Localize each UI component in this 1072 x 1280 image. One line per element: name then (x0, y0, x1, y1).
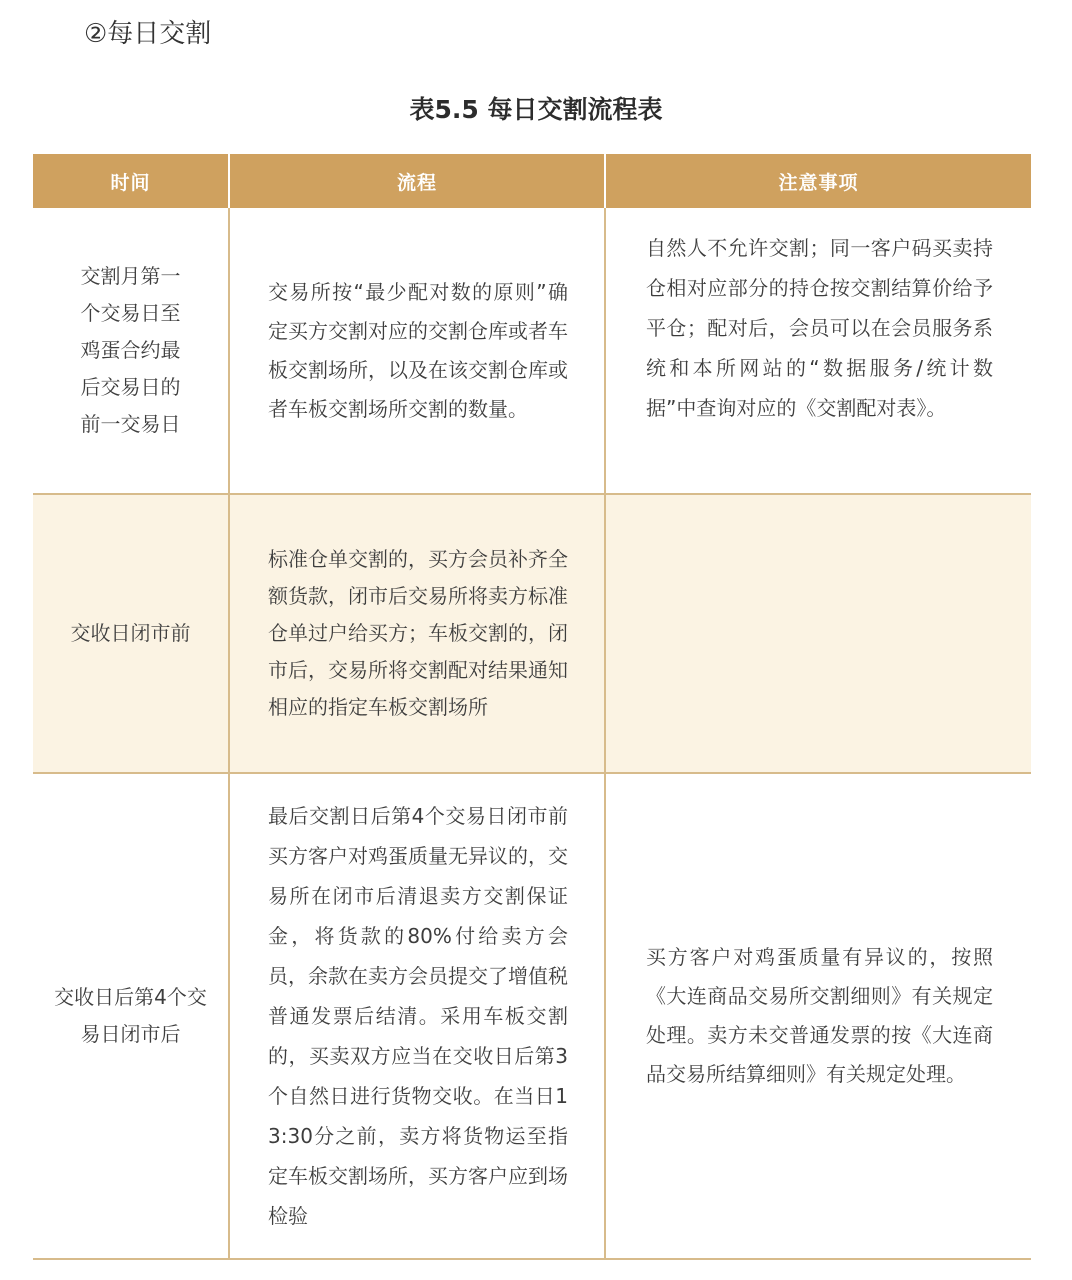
column-header-process: 流程 (229, 154, 605, 208)
time-cell (33, 208, 229, 494)
process-cell (229, 208, 605, 494)
time-text: 交收日闭市前 (70, 621, 191, 645)
column-header-time: 时间 (33, 154, 229, 208)
table-row (33, 494, 1031, 773)
table-row (33, 773, 1031, 1259)
process-cell (229, 773, 605, 1259)
notes-cell (605, 208, 1031, 494)
notes-text: 自然人不允许交割；同一客户码买卖持仓相对应部分的持仓按交割结算价给予平仓；配对后，会员可以在会员服务系统和本所网站的“数据服务/统计数据”中查询对应的《交割配对表》。 (646, 236, 993, 420)
daily-delivery-flow-table (33, 154, 1031, 1260)
process-text: 交易所按“最少配对数的原则”确定买方交割对应的交割仓库或者车板交割场所，以及在该交割仓库或者车板交割场所交割的数量。 (268, 279, 568, 421)
notes-cell (605, 773, 1031, 1259)
time-cell (33, 773, 229, 1259)
process-text: 标准仓单交割的，买方会员补齐全额货款，闭市后交易所将卖方标准仓单过户给买方；车板交割的，闭市后，交易所将交割配对结果通知相应的指定车板交割场所 (268, 547, 568, 719)
time-text: 交收日后第4个交易日闭市后 (54, 985, 207, 1046)
process-cell (229, 494, 605, 773)
section-heading: ②每日交割 (84, 19, 212, 49)
table-title: 表5.5 每日交割流程表 (409, 95, 663, 124)
table-row (33, 208, 1031, 494)
notes-cell (605, 494, 1031, 773)
time-cell (33, 494, 229, 773)
process-text: 最后交割日后第4个交易日闭市前买方客户对鸡蛋质量无异议的，交易所在闭市后清退卖方交割保证金，将货款的80%付给卖方会员，余款在卖方会员提交了增值税普通发票后结清。采用车板交割的，买卖双方应当在交收日后第3个自然日进行货物交收。在当日13:30分之前，卖方将货物运至指定车板交割场所，买方客户应到场检验 (268, 804, 568, 1228)
notes-text: 买方客户对鸡蛋质量有异议的，按照《大连商品交易所交割细则》有关规定处理。卖方未交普通发票的按《大连商品交易所结算细则》有关规定处理。 (646, 945, 993, 1086)
column-header-notes: 注意事项 (605, 154, 1031, 208)
table-header-row (33, 154, 1031, 208)
time-text: 交割月第一个交易日至鸡蛋合约最后交易日的前一交易日 (80, 264, 181, 436)
